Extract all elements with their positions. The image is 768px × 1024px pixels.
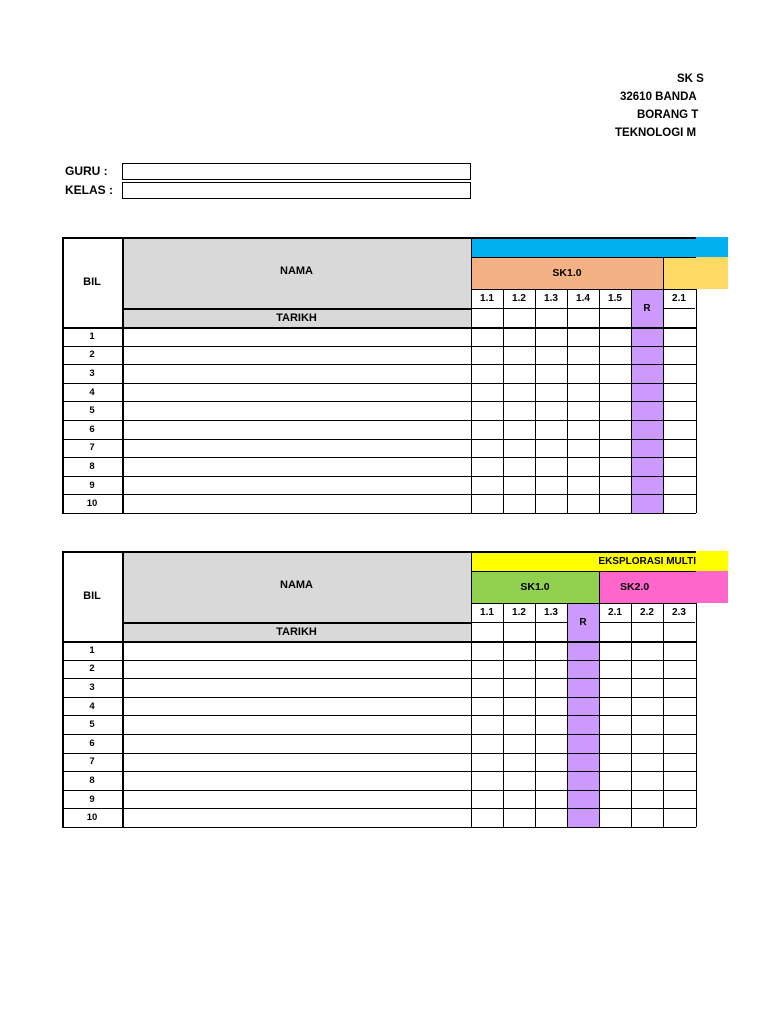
grid-line bbox=[62, 771, 696, 772]
col-header: 1.3 bbox=[544, 293, 558, 304]
score-cell[interactable] bbox=[567, 476, 599, 495]
grid-line bbox=[535, 308, 567, 309]
date-cell[interactable] bbox=[535, 622, 567, 641]
r-score-cell[interactable] bbox=[567, 808, 599, 827]
score-cell[interactable] bbox=[663, 457, 695, 476]
grid-line bbox=[62, 401, 696, 402]
grid-line bbox=[696, 603, 697, 827]
score-cell[interactable] bbox=[471, 808, 503, 827]
score-cell[interactable] bbox=[503, 383, 535, 402]
row-number: 5 bbox=[89, 719, 95, 731]
score-cell[interactable] bbox=[503, 697, 535, 716]
grid-line bbox=[62, 697, 696, 698]
score-cell[interactable] bbox=[631, 734, 663, 753]
bil-header: BIL bbox=[83, 590, 101, 602]
grid-line bbox=[62, 476, 696, 477]
score-cell[interactable] bbox=[471, 697, 503, 716]
score-cell[interactable] bbox=[663, 476, 695, 495]
kelas-field[interactable] bbox=[122, 182, 471, 199]
score-cell[interactable] bbox=[503, 401, 535, 420]
r-score-cell[interactable] bbox=[567, 790, 599, 809]
score-cell[interactable] bbox=[631, 678, 663, 697]
grid-line bbox=[663, 622, 695, 623]
score-cell[interactable] bbox=[567, 327, 599, 346]
score-cell[interactable] bbox=[471, 383, 503, 402]
score-cell[interactable] bbox=[503, 364, 535, 383]
score-cell[interactable] bbox=[631, 641, 663, 660]
score-cell[interactable] bbox=[503, 808, 535, 827]
score-cell[interactable] bbox=[599, 420, 631, 439]
grid-line bbox=[471, 622, 503, 623]
col-header: 1.1 bbox=[480, 607, 494, 618]
score-cell[interactable] bbox=[663, 420, 695, 439]
col-header-r: R bbox=[567, 603, 599, 641]
student-name-cell[interactable] bbox=[122, 771, 471, 790]
r-score-cell[interactable] bbox=[567, 715, 599, 734]
score-cell[interactable] bbox=[535, 383, 567, 402]
grid-line bbox=[62, 827, 696, 828]
score-cell[interactable] bbox=[535, 734, 567, 753]
student-name-cell[interactable] bbox=[122, 364, 471, 383]
score-cell[interactable] bbox=[599, 808, 631, 827]
assessment-table-2 bbox=[62, 551, 728, 831]
score-cell[interactable] bbox=[471, 660, 503, 679]
score-cell[interactable] bbox=[599, 457, 631, 476]
r-score-cell[interactable] bbox=[631, 383, 663, 402]
row-number: 10 bbox=[86, 812, 98, 824]
student-name-cell[interactable] bbox=[122, 439, 471, 458]
kelas-label: KELAS : bbox=[65, 183, 113, 197]
score-cell[interactable] bbox=[599, 715, 631, 734]
score-cell[interactable] bbox=[663, 401, 695, 420]
score-cell[interactable] bbox=[631, 771, 663, 790]
score-cell[interactable] bbox=[599, 346, 631, 365]
grid-line bbox=[62, 327, 696, 329]
row-number: 8 bbox=[89, 460, 95, 472]
header-line-school: SK S bbox=[677, 73, 704, 85]
score-cell[interactable] bbox=[567, 383, 599, 402]
row-number: 4 bbox=[89, 700, 95, 712]
header-line-form: BORANG T bbox=[637, 109, 699, 121]
row-number: 6 bbox=[89, 737, 95, 749]
r-score-cell[interactable] bbox=[631, 346, 663, 365]
school-header bbox=[0, 0, 704, 160]
date-cell[interactable] bbox=[471, 622, 503, 641]
row-number: 8 bbox=[89, 774, 95, 786]
grid-line bbox=[122, 308, 471, 310]
score-cell[interactable] bbox=[503, 790, 535, 809]
r-score-cell[interactable] bbox=[631, 364, 663, 383]
score-cell[interactable] bbox=[471, 678, 503, 697]
student-name-cell[interactable] bbox=[122, 734, 471, 753]
row-number: 1 bbox=[89, 644, 95, 656]
score-cell[interactable] bbox=[471, 420, 503, 439]
score-cell[interactable] bbox=[471, 439, 503, 458]
student-name-cell[interactable] bbox=[122, 476, 471, 495]
date-cell[interactable] bbox=[535, 308, 567, 327]
score-cell[interactable] bbox=[503, 771, 535, 790]
date-cell[interactable] bbox=[503, 622, 535, 641]
score-cell[interactable] bbox=[663, 697, 695, 716]
score-cell[interactable] bbox=[631, 808, 663, 827]
score-cell[interactable] bbox=[503, 476, 535, 495]
row-number: 2 bbox=[89, 349, 95, 361]
r-score-cell[interactable] bbox=[631, 476, 663, 495]
group-band-2 bbox=[663, 257, 728, 289]
score-cell[interactable] bbox=[503, 346, 535, 365]
col-header: 2.1 bbox=[608, 607, 622, 618]
score-cell[interactable] bbox=[503, 715, 535, 734]
score-cell[interactable] bbox=[599, 771, 631, 790]
header-line-address: 32610 BANDA bbox=[620, 91, 697, 103]
student-name-cell[interactable] bbox=[122, 808, 471, 827]
student-name-cell[interactable] bbox=[122, 790, 471, 809]
r-score-cell[interactable] bbox=[567, 641, 599, 660]
group-band-1: SK1.0 bbox=[471, 571, 599, 603]
student-name-cell[interactable] bbox=[122, 715, 471, 734]
score-cell[interactable] bbox=[663, 439, 695, 458]
col-header: 1.2 bbox=[512, 607, 526, 618]
date-cell[interactable] bbox=[503, 308, 535, 327]
student-name-cell[interactable] bbox=[122, 753, 471, 772]
grid-line bbox=[471, 571, 696, 572]
r-score-cell[interactable] bbox=[567, 771, 599, 790]
tarikh-label: TARIKH bbox=[122, 308, 471, 327]
score-cell[interactable] bbox=[599, 383, 631, 402]
score-cell[interactable] bbox=[663, 771, 695, 790]
score-cell[interactable] bbox=[535, 678, 567, 697]
score-cell[interactable] bbox=[663, 641, 695, 660]
score-cell[interactable] bbox=[503, 420, 535, 439]
score-cell[interactable] bbox=[599, 678, 631, 697]
score-cell[interactable] bbox=[663, 660, 695, 679]
r-score-cell[interactable] bbox=[631, 457, 663, 476]
score-cell[interactable] bbox=[535, 327, 567, 346]
score-cell[interactable] bbox=[471, 401, 503, 420]
score-cell[interactable] bbox=[599, 476, 631, 495]
grid-line bbox=[62, 513, 696, 514]
score-cell[interactable] bbox=[471, 346, 503, 365]
score-cell[interactable] bbox=[535, 790, 567, 809]
score-cell[interactable] bbox=[663, 364, 695, 383]
grid-line bbox=[663, 257, 664, 289]
bil-header: BIL bbox=[83, 276, 101, 288]
score-cell[interactable] bbox=[663, 327, 695, 346]
student-name-cell[interactable] bbox=[122, 641, 471, 660]
score-cell[interactable] bbox=[471, 476, 503, 495]
grid-line bbox=[122, 237, 124, 513]
score-cell[interactable] bbox=[471, 734, 503, 753]
score-cell[interactable] bbox=[503, 753, 535, 772]
score-cell[interactable] bbox=[535, 753, 567, 772]
student-name-cell[interactable] bbox=[122, 327, 471, 346]
r-score-cell[interactable] bbox=[631, 494, 663, 513]
row-number: 1 bbox=[89, 330, 95, 342]
score-cell[interactable] bbox=[599, 753, 631, 772]
score-cell[interactable] bbox=[503, 494, 535, 513]
col-header: 1.1 bbox=[480, 293, 494, 304]
score-cell[interactable] bbox=[535, 697, 567, 716]
grid-line bbox=[62, 715, 696, 716]
grid-line bbox=[62, 678, 696, 679]
score-cell[interactable] bbox=[599, 364, 631, 383]
row-number: 9 bbox=[89, 793, 95, 805]
col-header: 1.2 bbox=[512, 293, 526, 304]
score-cell[interactable] bbox=[663, 383, 695, 402]
score-cell[interactable] bbox=[599, 327, 631, 346]
r-score-cell[interactable] bbox=[567, 697, 599, 716]
score-cell[interactable] bbox=[631, 697, 663, 716]
row-number: 3 bbox=[89, 681, 95, 693]
grid-line bbox=[696, 289, 697, 513]
date-cell[interactable] bbox=[471, 308, 503, 327]
grid-line bbox=[567, 308, 599, 309]
group-band-2: SK2.0 bbox=[599, 571, 728, 603]
date-cell[interactable] bbox=[663, 308, 695, 327]
score-cell[interactable] bbox=[567, 457, 599, 476]
col-header-r: R bbox=[631, 289, 663, 327]
score-cell[interactable] bbox=[599, 401, 631, 420]
score-cell[interactable] bbox=[631, 660, 663, 679]
student-name-cell[interactable] bbox=[122, 346, 471, 365]
score-cell[interactable] bbox=[471, 771, 503, 790]
row-number: 7 bbox=[89, 442, 95, 454]
header-line-subject: TEKNOLOGI M bbox=[615, 127, 697, 139]
grid-line bbox=[663, 308, 695, 309]
score-cell[interactable] bbox=[599, 494, 631, 513]
score-cell[interactable] bbox=[663, 346, 695, 365]
r-score-cell[interactable] bbox=[567, 734, 599, 753]
grid-line bbox=[503, 308, 535, 309]
score-cell[interactable] bbox=[663, 753, 695, 772]
grid-line bbox=[122, 551, 124, 827]
score-cell[interactable] bbox=[663, 678, 695, 697]
score-cell[interactable] bbox=[631, 790, 663, 809]
grid-line bbox=[471, 289, 696, 290]
top-band: EKSPLORASI MULTI bbox=[471, 551, 728, 571]
score-cell[interactable] bbox=[535, 641, 567, 660]
grid-line bbox=[62, 753, 696, 754]
grid-line bbox=[62, 551, 696, 553]
score-cell[interactable] bbox=[599, 697, 631, 716]
score-cell[interactable] bbox=[471, 753, 503, 772]
tarikh-label: TARIKH bbox=[122, 622, 471, 641]
score-cell[interactable] bbox=[535, 457, 567, 476]
nama-header: NAMA bbox=[122, 551, 471, 622]
row-number: 6 bbox=[89, 423, 95, 435]
score-cell[interactable] bbox=[567, 420, 599, 439]
grid-line bbox=[62, 457, 696, 458]
grid-line bbox=[471, 257, 696, 258]
row-number: 2 bbox=[89, 663, 95, 675]
date-cell[interactable] bbox=[631, 622, 663, 641]
score-cell[interactable] bbox=[663, 808, 695, 827]
r-score-cell[interactable] bbox=[631, 439, 663, 458]
score-cell[interactable] bbox=[503, 327, 535, 346]
score-cell[interactable] bbox=[471, 641, 503, 660]
date-cell[interactable] bbox=[599, 622, 631, 641]
score-cell[interactable] bbox=[471, 494, 503, 513]
student-name-cell[interactable] bbox=[122, 457, 471, 476]
grid-line bbox=[62, 790, 696, 791]
grid-line bbox=[535, 622, 567, 623]
grid-line bbox=[122, 622, 471, 624]
score-cell[interactable] bbox=[471, 790, 503, 809]
score-cell[interactable] bbox=[599, 439, 631, 458]
date-cell[interactable] bbox=[599, 308, 631, 327]
r-score-cell[interactable] bbox=[567, 753, 599, 772]
score-cell[interactable] bbox=[535, 439, 567, 458]
col-header: 1.5 bbox=[608, 293, 622, 304]
score-cell[interactable] bbox=[631, 715, 663, 734]
date-cell[interactable] bbox=[663, 622, 695, 641]
score-cell[interactable] bbox=[663, 715, 695, 734]
score-cell[interactable] bbox=[663, 734, 695, 753]
grid-line bbox=[503, 622, 535, 623]
score-cell[interactable] bbox=[503, 439, 535, 458]
score-cell[interactable] bbox=[535, 808, 567, 827]
score-cell[interactable] bbox=[567, 401, 599, 420]
grid-line bbox=[62, 237, 696, 239]
student-name-cell[interactable] bbox=[122, 678, 471, 697]
score-cell[interactable] bbox=[503, 734, 535, 753]
score-cell[interactable] bbox=[663, 790, 695, 809]
grid-line bbox=[62, 551, 64, 827]
grid-line bbox=[62, 346, 696, 347]
score-cell[interactable] bbox=[567, 439, 599, 458]
student-name-cell[interactable] bbox=[122, 401, 471, 420]
score-cell[interactable] bbox=[503, 457, 535, 476]
row-number: 5 bbox=[89, 405, 95, 417]
score-cell[interactable] bbox=[567, 494, 599, 513]
grid-line bbox=[62, 364, 696, 365]
student-name-cell[interactable] bbox=[122, 494, 471, 513]
col-header: 1.4 bbox=[576, 293, 590, 304]
nama-header: NAMA bbox=[122, 237, 471, 308]
grid-line bbox=[599, 622, 631, 623]
score-cell[interactable] bbox=[503, 678, 535, 697]
col-header: 1.3 bbox=[544, 607, 558, 618]
grid-line bbox=[62, 660, 696, 661]
grid-line bbox=[471, 308, 503, 309]
guru-label: GURU : bbox=[65, 164, 108, 178]
score-cell[interactable] bbox=[503, 641, 535, 660]
student-name-cell[interactable] bbox=[122, 660, 471, 679]
grid-line bbox=[62, 808, 696, 809]
grid-line bbox=[62, 237, 64, 513]
score-cell[interactable] bbox=[535, 476, 567, 495]
grid-line bbox=[631, 622, 663, 623]
score-cell[interactable] bbox=[599, 660, 631, 679]
col-header: 2.2 bbox=[640, 607, 654, 618]
score-cell[interactable] bbox=[599, 641, 631, 660]
grid-line bbox=[62, 420, 696, 421]
grid-line bbox=[62, 494, 696, 495]
score-cell[interactable] bbox=[599, 734, 631, 753]
top-band bbox=[471, 237, 728, 257]
score-cell[interactable] bbox=[631, 753, 663, 772]
grid-line bbox=[62, 734, 696, 735]
score-cell[interactable] bbox=[663, 494, 695, 513]
r-score-cell[interactable] bbox=[567, 678, 599, 697]
grid-line bbox=[599, 308, 631, 309]
student-name-cell[interactable] bbox=[122, 420, 471, 439]
score-cell[interactable] bbox=[471, 457, 503, 476]
assessment-table-1 bbox=[62, 237, 728, 517]
score-cell[interactable] bbox=[471, 364, 503, 383]
row-number: 10 bbox=[86, 498, 98, 510]
grid-line bbox=[599, 571, 600, 603]
r-score-cell[interactable] bbox=[631, 420, 663, 439]
r-score-cell[interactable] bbox=[631, 327, 663, 346]
group-band-1: SK1.0 bbox=[471, 257, 663, 289]
col-header: 2.3 bbox=[672, 607, 686, 618]
score-cell[interactable] bbox=[535, 401, 567, 420]
score-cell[interactable] bbox=[471, 715, 503, 734]
row-number: 7 bbox=[89, 756, 95, 768]
grid-line bbox=[62, 439, 696, 440]
r-score-cell[interactable] bbox=[631, 401, 663, 420]
score-cell[interactable] bbox=[535, 771, 567, 790]
score-cell[interactable] bbox=[535, 346, 567, 365]
row-number: 9 bbox=[89, 479, 95, 491]
guru-field[interactable] bbox=[122, 163, 471, 180]
row-number: 3 bbox=[89, 367, 95, 379]
grid-line bbox=[62, 383, 696, 384]
score-cell[interactable] bbox=[535, 420, 567, 439]
row-number: 4 bbox=[89, 386, 95, 398]
grid-line bbox=[471, 551, 472, 827]
score-cell[interactable] bbox=[535, 494, 567, 513]
score-cell[interactable] bbox=[535, 715, 567, 734]
grid-line bbox=[62, 641, 696, 643]
score-cell[interactable] bbox=[599, 790, 631, 809]
student-name-cell[interactable] bbox=[122, 697, 471, 716]
score-cell[interactable] bbox=[535, 660, 567, 679]
score-cell[interactable] bbox=[567, 346, 599, 365]
r-score-cell[interactable] bbox=[567, 660, 599, 679]
score-cell[interactable] bbox=[503, 660, 535, 679]
score-cell[interactable] bbox=[567, 364, 599, 383]
date-cell[interactable] bbox=[567, 308, 599, 327]
score-cell[interactable] bbox=[471, 327, 503, 346]
grid-line bbox=[471, 237, 472, 513]
score-cell[interactable] bbox=[535, 364, 567, 383]
col-header: 2.1 bbox=[672, 293, 686, 304]
grid-line bbox=[471, 603, 696, 604]
student-name-cell[interactable] bbox=[122, 383, 471, 402]
